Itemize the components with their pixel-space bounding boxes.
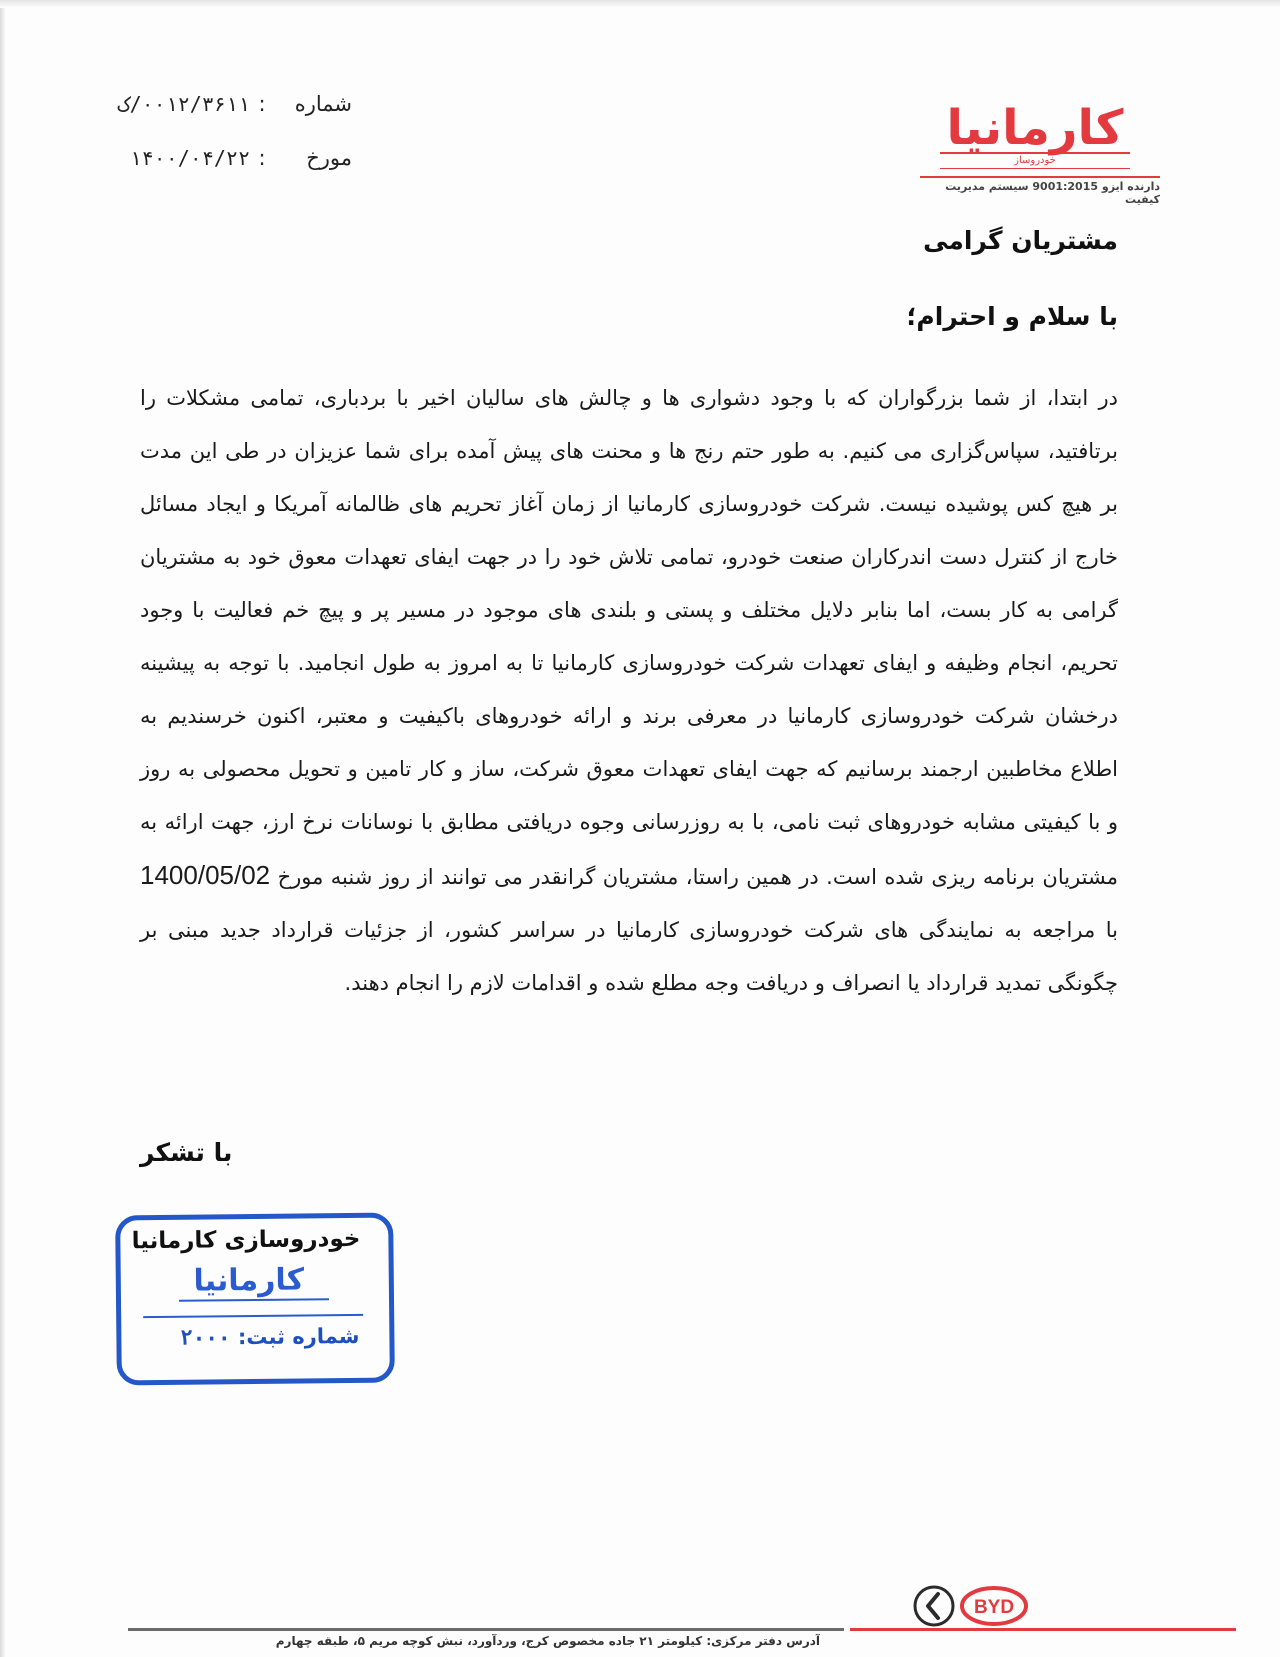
reference-number-colon: :	[258, 92, 266, 116]
letter-salutation: با سلام و احترام؛	[906, 302, 1118, 331]
logo-wordmark: کارمانیا	[946, 100, 1124, 156]
scan-top-shadow	[0, 0, 1280, 8]
logo-subtitle: خودروساز	[940, 152, 1130, 169]
stamp-logo-underline	[179, 1298, 329, 1310]
letter-greeting: مشتریان گرامی	[923, 226, 1118, 255]
reference-date-colon: :	[258, 146, 266, 170]
footer-rule-red	[850, 1628, 1236, 1631]
reference-date-value: ۱۴۰۰/۰۴/۲۲	[129, 146, 250, 170]
byd-logo-icon	[962, 1588, 1026, 1624]
scan-edge-shadow	[0, 0, 6, 1657]
letter-body	[140, 372, 1118, 1010]
company-logo	[910, 100, 1160, 206]
stamp-registration-label: شماره ثبت:	[237, 1323, 360, 1350]
reference-number-row	[112, 92, 352, 146]
letter-body-part-2: با مراجعه به نمایندگی های شرکت خودروسازی کارمانیا در سراسر کشور، از جزئیات قرارداد جدید مبنی بر چگونگی تمدید قرارداد یا انصراف و دریافت وجه مطلع شده و اقدامات لازم را انجام دهند.	[140, 918, 1118, 995]
logo-underline	[920, 176, 1160, 178]
reference-date-row	[112, 146, 352, 200]
letter-closing: با تشکر	[140, 1138, 233, 1167]
reference-number-value: ۰۰۱۲/۳۶۱۱/ک	[117, 92, 250, 116]
reference-date-label: مورخ	[306, 146, 352, 170]
company-stamp	[115, 1213, 395, 1386]
stamp-logo-wordmark: کارمانیا	[193, 1262, 305, 1299]
footer-brand-icons	[910, 1580, 1030, 1630]
footer-icons-svg	[910, 1580, 1030, 1630]
stamp-company-name: خودروسازی کارمانیا	[131, 1225, 361, 1255]
stamp-divider	[143, 1314, 363, 1318]
letter-body-part-1: در ابتدا، از شما بزرگواران که با وجود دشواری ها و چالش های سالیان اخیر با بردباری، تمامی مشکلات را برتافتید، سپاس‌گزاری می کنیم. به طور حتم رنج ها و محنت های پیش آمده برای شما عزیزان در طی این مدت بر هیچ کس پوشیده نیست. شرکت خودروسازی کارمانیا از زمان آغاز تحریم های ظالمانه آمریکا و ایجاد مسائل خارج از کنترل دست اندرکاران صنعت خودرو، تمامی تلاش خود را در جهت ایفای تعهدات معوق خود به مشتریان گرامی به کار بست، اما بنابر دلایل مختلف و پستی و بلندی های موجود در مسیر پر و پیچ خم فعالیت با وجود تحریم، انجام وظیفه و ایفای تعهدات شرکت خودروسازی کارمانیا تا به امروز به طول انجامید. با توجه به پیشینه درخشان شرکت خودروسازی کارمانیا در معرفی برند و ارائه خودروهای باکیفیت و معتبر، اکنون خرسندیم به اطلاع مخاطبین ارجمند برسانیم که جهت ایفای تعهدات معوق شرکت، ساز و کار تامین و تحویل محصولی به روز و با کیفیتی مشابه خودروهای ثبت نامی، با به روزرسانی وجوه دریافتی مطابق با نوسانات نرخ ارز، جهت ارائه به مشتریان برنامه ریزی شده است. در همین راستا، مشتریان گرانقدر می توانند از روز شنبه مورخ	[140, 386, 1118, 889]
letter-body-date: 1400/05/02	[140, 860, 271, 890]
byd-logo-text: BYD	[973, 1597, 1015, 1618]
reference-number-label: شماره	[294, 92, 352, 116]
footer-address: آدرس دفتر مرکزی: کیلومتر ۲۱ جاده مخصوص کرج، وردآورد، نبش کوچه مریم ۵، طبقه چهارم	[275, 1634, 820, 1648]
footer-rule-dark	[128, 1628, 844, 1631]
iso-certification-text: دارنده ایزو 9001:2015 سیستم مدیریت کیفیت	[945, 180, 1160, 206]
brand-chevron-icon	[915, 1587, 953, 1625]
stamp-registration	[180, 1324, 360, 1350]
stamp-registration-number: ۲۰۰۰	[179, 1325, 231, 1350]
reference-block	[112, 92, 352, 200]
